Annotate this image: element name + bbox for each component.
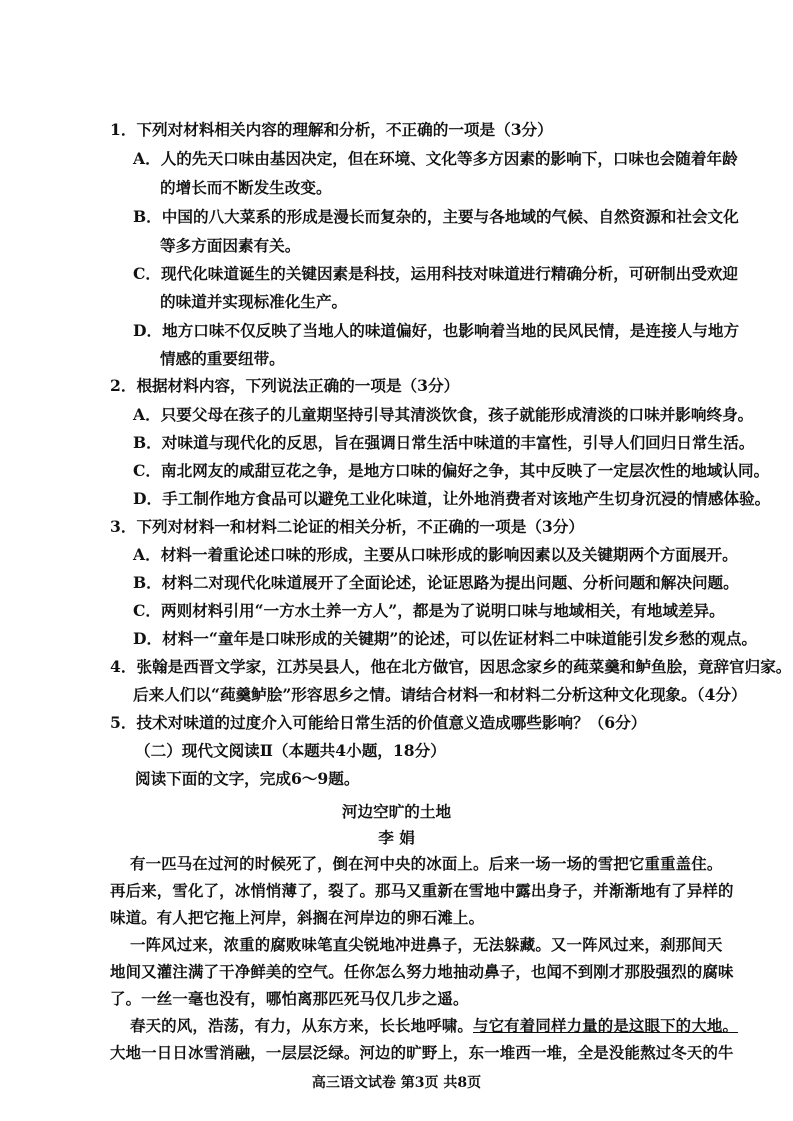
- question-3-stem: 3．下列对材料一和材料二论证的相关分析，不正确的一项是（3分）: [110, 517, 584, 536]
- question-4-stem-line-1: 4．张翰是西晋文学家，江苏吴县人，他在北方做官，因思念家乡的莼菜羹和鲈鱼脍，竟辞官归家。: [110, 657, 792, 676]
- question-3-option-a: A．材料一着重论述口味的形成，主要从口味形成的影响因素以及关键期两个方面展开。: [133, 545, 738, 564]
- question-2-stem: 2．根据材料内容，下列说法正确的一项是（3分）: [110, 376, 460, 395]
- question-2-option-c: C．南北网友的咸甜豆花之争，是地方口味的偏好之争，其中反映了一定层次性的地域认同。: [133, 461, 770, 480]
- passage-line-7: [130, 1014, 738, 1036]
- question-2-option-b: B．对味道与现代化的反思，旨在强调日常生活中味道的丰富性，引导人们回归日常生活。: [133, 433, 755, 452]
- passage-author: 李 娟: [378, 828, 415, 847]
- question-1-option-b-line-2: 等多方面因素有关。: [160, 236, 301, 255]
- question-2-option-d: D．手工制作地方食品可以避免工业化味道，让外地消费者对该地产生切身沉浸的情感体验。: [133, 489, 771, 508]
- question-1-option-a-line-1: A．人的先天口味由基因决定，但在环境、文化等多方因素的影响下，口味也会随着年龄: [133, 149, 738, 168]
- passage-underlined-sentence: 与它有着同样力量的是这眼下的大地。: [473, 1017, 739, 1035]
- passage-line-6: 了。一丝一毫也没有，哪怕离那匹死马仅几步之遥。: [110, 990, 469, 1008]
- question-1-option-b-line-1: B．中国的八大菜系的形成是漫长而复杂的，主要与各地域的气候、自然资源和社会文化: [133, 207, 739, 226]
- question-3-option-b: B．材料二对现代化味道展开了全面论述，论证思路为提出问题、分析问题和解决问题。: [133, 573, 739, 592]
- question-2-option-a: A．只要父母在孩子的儿童期坚持引导其清淡饮食，孩子就能形成清淡的口味并影响终身。: [133, 405, 754, 424]
- question-1-option-a-line-2: 的增长而不断发生改变。: [160, 178, 332, 197]
- passage-line-7-text: 春天的风，浩荡，有力，从东方来，长长地呼啸。: [130, 1017, 473, 1035]
- question-5-stem: 5．技术对味道的过度介入可能给日常生活的价值意义造成哪些影响？（6分）: [110, 713, 647, 732]
- passage-line-1: 有一匹马在过河的时候死了，倒在河中央的冰面上。后来一场一场的雪把它重重盖住。: [130, 855, 723, 873]
- question-1-stem: 1．下列对材料相关内容的理解和分析，不正确的一项是（3分）: [110, 120, 553, 139]
- question-1-option-d-line-2: 情感的重要纽带。: [160, 349, 285, 368]
- question-3-option-c: C．两则材料引用“一方水土养一方人”，都是为了说明口味与地域相关，有地域差异。: [133, 601, 725, 620]
- question-1-option-d-line-1: D．地方口味不仅反映了当地人的味道偏好，也影响着当地的民风民情，是连接人与地方: [133, 321, 740, 340]
- passage-line-2: 再后来，雪化了，冰悄悄薄了，裂了。那马又重新在雪地中露出身子，并渐渐地有了异样的: [110, 882, 734, 900]
- section-instruction: 阅读下面的文字，完成6～9题。: [135, 769, 360, 788]
- question-1-option-c-line-2: 的味道并实现标准化生产。: [160, 292, 348, 311]
- passage-title: 河边空旷的土地: [341, 802, 452, 821]
- passage-line-3: 味道。有人把它拖上河岸，斜搁在河岸边的卵石滩上。: [110, 909, 485, 927]
- question-4-stem-line-2: 后来人们以“莼羹鲈脍”形容思乡之情。请结合材料一和材料二分析这种文化现象。（4分）: [133, 685, 747, 704]
- passage-line-5: 地间又灌注满了干净鲜美的空气。任你怎么努力地抽动鼻子，也闻不到刚才那股强烈的腐味: [110, 963, 734, 981]
- page-footer: 高三语文试卷 第3页 共8页: [311, 1075, 482, 1091]
- passage-line-4: 一阵风过来，浓重的腐败味笔直尖锐地冲进鼻子，无法躲藏。又一阵风过来，刹那间天: [130, 936, 723, 954]
- passage-line-8: 大地一日日冰雪消融，一层层泛绿。河边的旷野上，东一堆西一堆，全是没能熬过冬天的牛: [110, 1044, 734, 1062]
- question-3-option-d: D．材料一“童年是口味形成的关键期”的论述，可以佐证材料二中味道能引发乡愁的观点。: [133, 629, 758, 648]
- section-heading: （二）现代文阅读Ⅱ（本题共4小题，18分）: [135, 741, 446, 760]
- question-1-option-c-line-1: C．现代化味道诞生的关键因素是科技，运用科技对味道进行精确分析，可研制出受欢迎: [133, 264, 738, 283]
